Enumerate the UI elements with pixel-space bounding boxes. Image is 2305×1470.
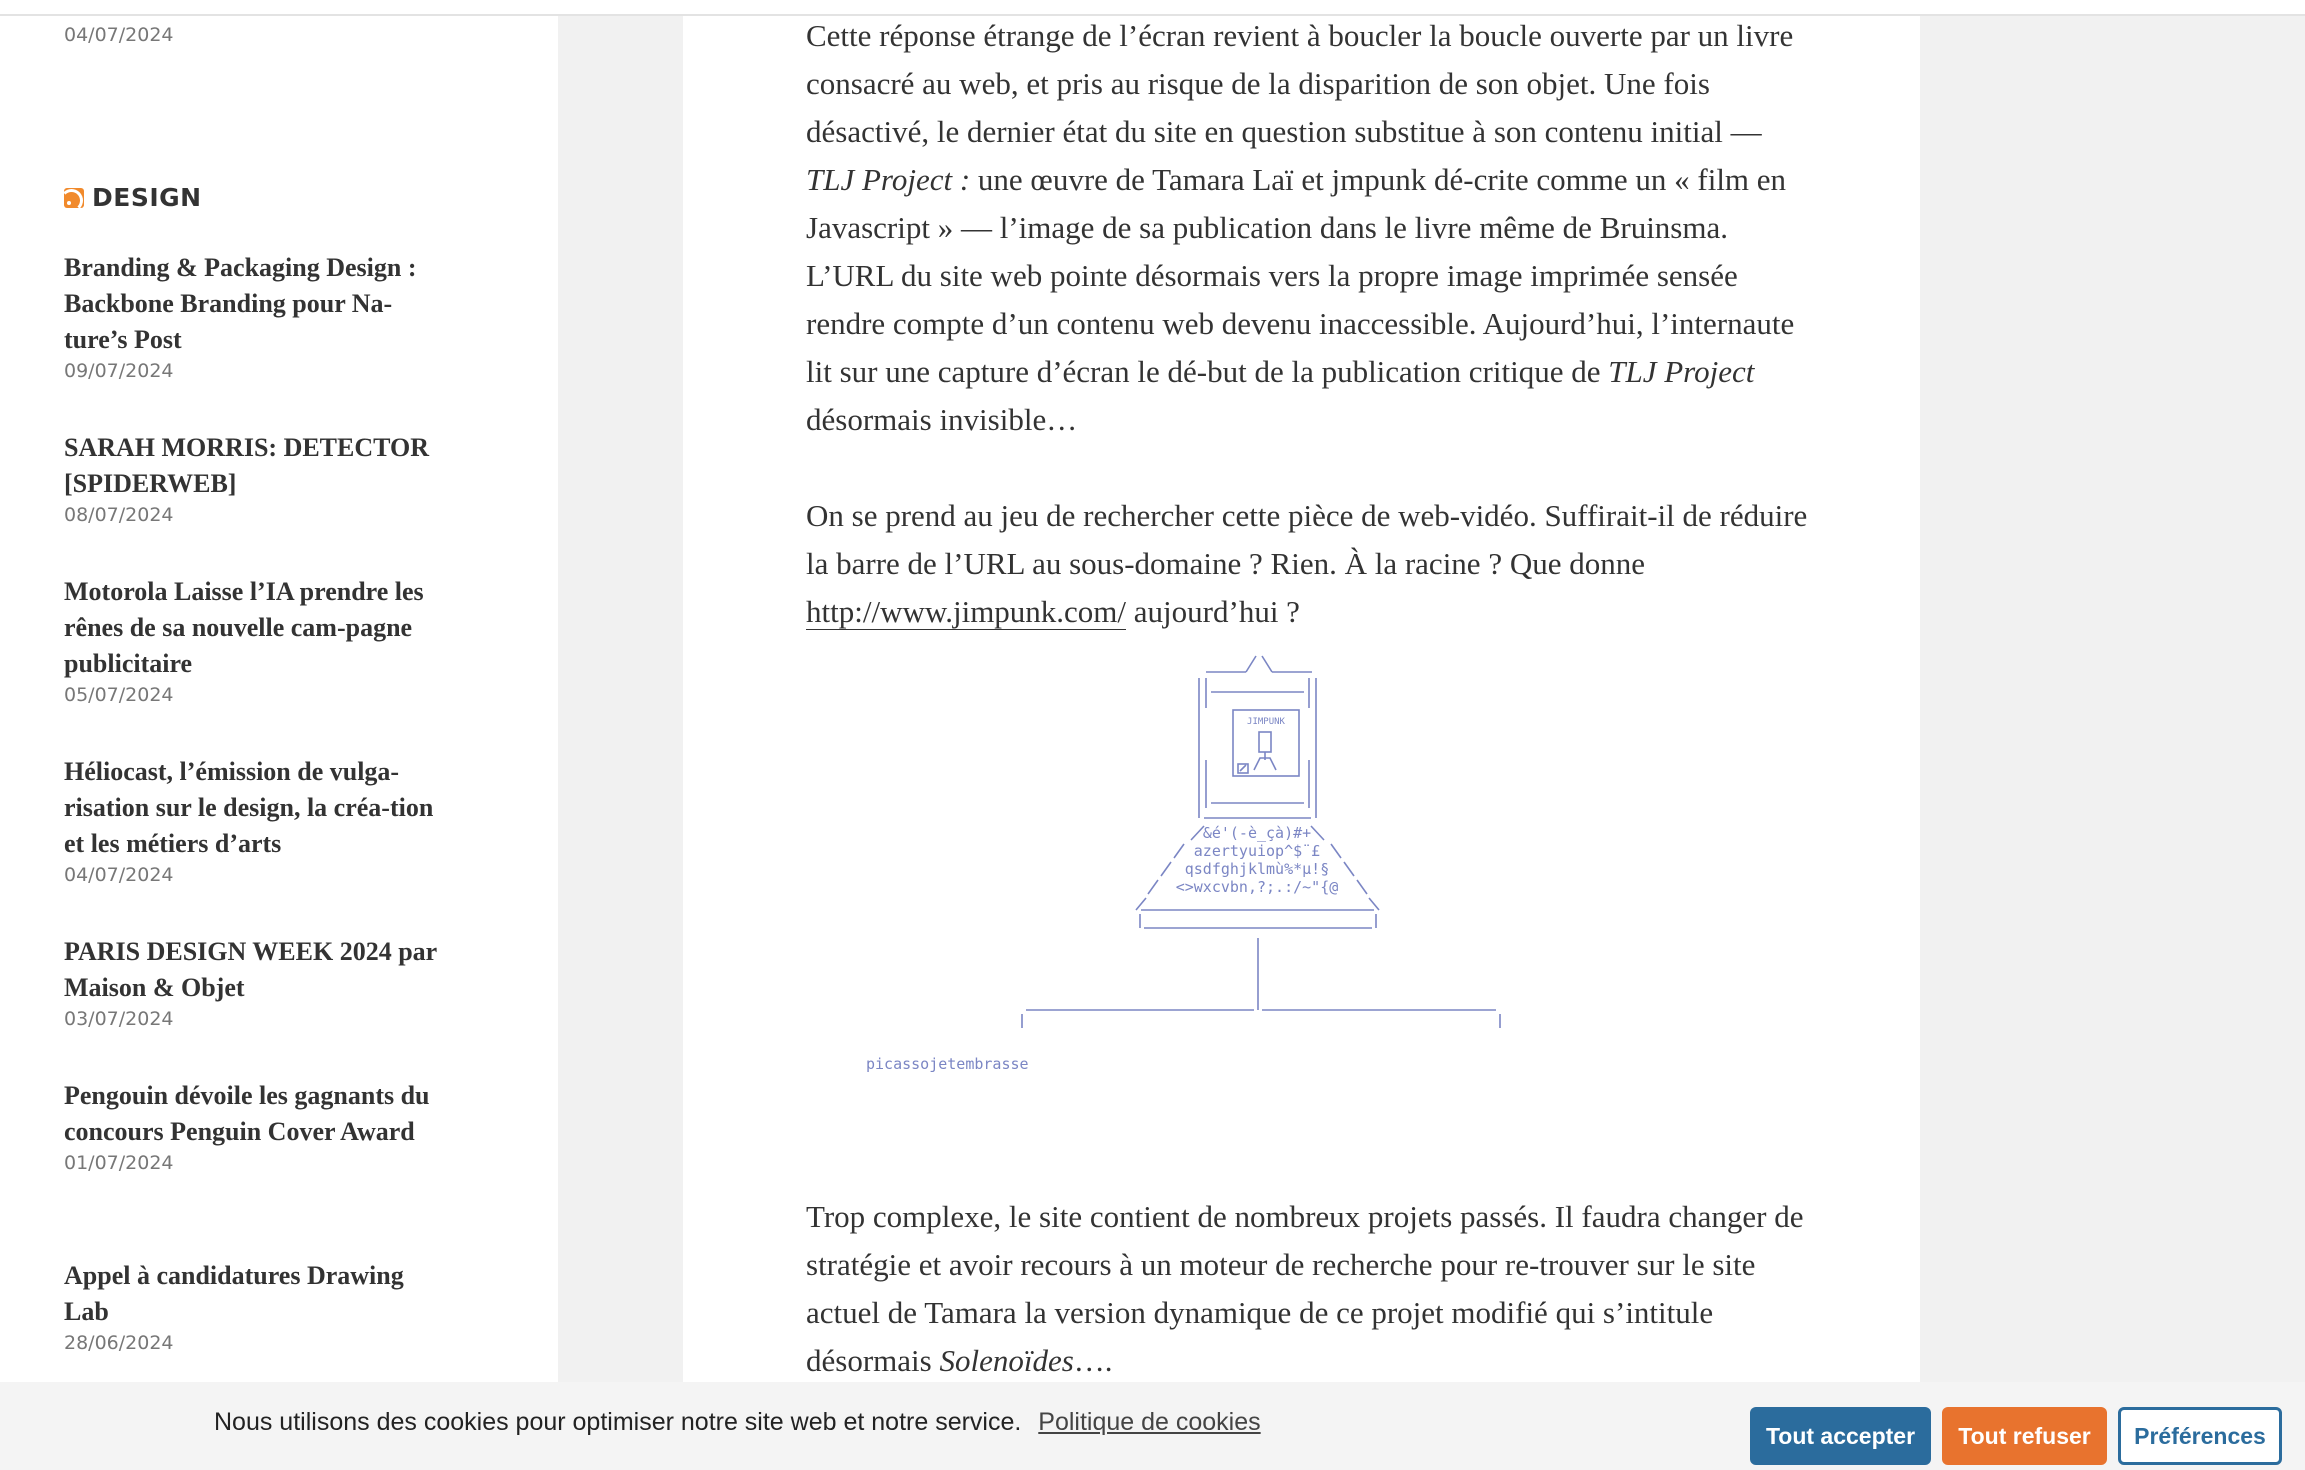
post-date: 09/07/2024 [64,360,174,382]
list-item [64,1078,444,1174]
post-title-link[interactable]: PARIS DESIGN WEEK 2024 par Maison & Objet [64,937,437,1002]
post-title-link[interactable]: Motorola Laisse l’IA prendre les rênes de sa nouvelle cam-pagne publicitaire [64,577,424,678]
post-title-link[interactable]: Appel à candidatures Drawing Lab [64,1261,404,1326]
ascii-caption: picassojetembrasse [866,1055,1029,1073]
list-item [64,250,444,382]
cookie-policy-link[interactable]: Politique de cookies [1038,1408,1261,1436]
widget-title-design [64,183,202,212]
project-title: Solenoïdes [939,1343,1074,1378]
text-run: …. [1073,1343,1113,1378]
top-border [0,0,2305,16]
text-run: aujourd’hui ? [1126,594,1300,629]
article-paragraph [806,12,1816,444]
post-date: 05/07/2024 [64,684,174,706]
refuse-all-button[interactable]: Tout refuser [1942,1407,2107,1465]
cookie-banner [0,1382,2305,1470]
article-paragraph [806,1193,1816,1385]
article-body [806,12,1816,684]
post-title-link[interactable]: Pengouin dévoile les gagnants du concours Penguin Cover Award [64,1081,430,1146]
preferences-button[interactable]: Préférences [2118,1407,2282,1465]
project-title: TLJ Project [1608,354,1755,389]
accept-all-button[interactable]: Tout accepter [1750,1407,1931,1465]
jimpunk-link[interactable]: http://www.jimpunk.com/ [806,594,1127,629]
ascii-art-image [806,648,1816,1088]
post-date: 03/07/2024 [64,1008,174,1030]
ascii-keyboard-row: azertyuiop^$¨£ [1193,842,1321,860]
post-date: 08/07/2024 [64,504,174,526]
ascii-keyboard-row: qsdfghjklmù%*µ!§ [1184,860,1330,878]
text-run: désormais invisible… [806,402,1078,437]
post-title-link[interactable]: SARAH MORRIS: DETECTOR [SPIDERWEB] [64,433,430,498]
text-run: On se prend au jeu de rechercher cette pièce de web-vidéo. Suffirait-il de réduire la barre de l’URL au sous-domaine ? Rien. À la racine ? Que donne [806,498,1808,581]
post-date: 04/07/2024 [64,864,174,886]
widget-label[interactable]: DESIGN [92,183,202,212]
project-title: TLJ Project : [806,162,971,197]
post-date: 01/07/2024 [64,1152,174,1174]
post-title-link[interactable]: Branding & Packaging Design : Backbone Branding pour Na-ture’s Post [64,253,417,354]
ascii-keyboard-row: &é'(-è_çà)#+ [1202,824,1312,842]
article [683,0,1920,1470]
rss-icon[interactable] [64,188,84,208]
list-item [64,574,444,706]
article-paragraph [806,492,1816,636]
cookie-message [214,1408,1261,1437]
article-paragraph-final [806,1193,1816,1385]
list-item [64,1258,444,1354]
text-run: une œuvre de Tamara Laï et jmpunk dé-crite comme un « film en Javascript » — l’image de sa publication dans le livre même de Bruinsma. L’URL du site web pointe désormais vers la propre image imprimée sensée rendre compte d’un contenu web devenu inaccessible. Aujourd’hui, l’internaute lit sur une capture d’écran le dé-but de la publication critique de [806,162,1795,389]
list-item [64,754,444,886]
cookie-text: Nous utilisons des cookies pour optimiser notre site web et notre service. [214,1408,1022,1436]
ascii-screen-label: JIMPUNK [1247,717,1285,727]
list-item [64,430,444,526]
list-item [64,934,444,1030]
text-run: Cette réponse étrange de l’écran revient à boucler la boucle ouverte par un livre consacré au web, et pris au risque de la disparition de son objet. Une fois désactivé, le dernier état du site en question substitue à son contenu initial — [806,18,1794,149]
sidebar [0,0,558,1470]
previous-post-date: 04/07/2024 [64,24,174,46]
ascii-keyboard-row: <>wxcvbn,?;.:/~"{@ [1175,878,1339,896]
text-run: Trop complexe, le site contient de nombreux projets passés. Il faudra changer de stratégie et avoir recours à un moteur de recherche pour re-trouver sur le site actuel de Tamara la version dynamique de ce projet modifié qui s’intitule désormais [806,1199,1804,1378]
post-title-link[interactable]: Héliocast, l’émission de vulga-risation sur le design, la créa-tion et les métiers d’arts [64,757,434,858]
ascii-computer-drawing [806,648,1816,1088]
post-date: 28/06/2024 [64,1332,174,1354]
